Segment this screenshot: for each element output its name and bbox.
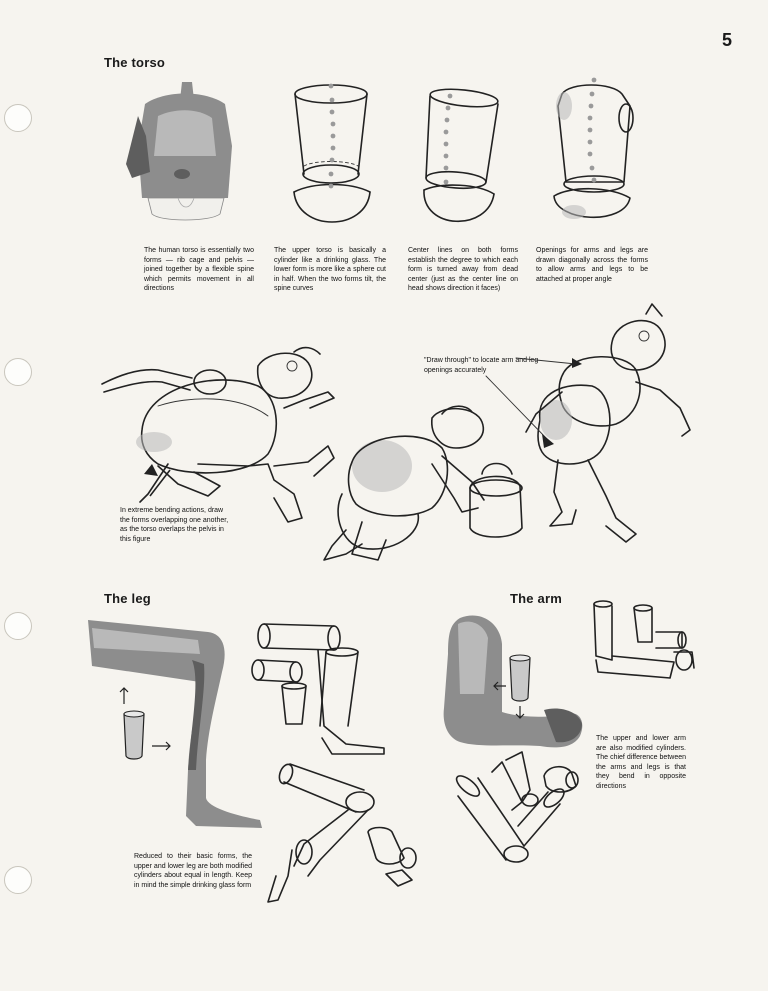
binder-hole <box>4 358 32 386</box>
torso-caption-openings: Openings for arms and legs are drawn diagonally across the forms to allow arms and legs to be attached at proper angle <box>536 247 648 283</box>
draw-through-note: "Draw through" to locate arm and leg openings accurately <box>424 357 539 374</box>
binder-hole <box>4 866 32 894</box>
page-number: 5 <box>721 30 732 50</box>
leg-cylinders-sketch-icon <box>248 614 428 904</box>
arm-cylinders-sketch-icon <box>448 596 704 866</box>
torso-cylinder-sketch-icon <box>284 82 379 232</box>
leg-glass-icon <box>118 688 178 762</box>
torso-caption-cylinder: The upper torso is basically a cylinder like a drinking glass. The lower form is more like a sphere cut in half. When the two forms tilt, the spine curves <box>274 247 386 292</box>
torso-tilted-sketch-icon <box>412 82 507 232</box>
binder-hole <box>4 612 32 640</box>
arm-caption: The upper and lower arm are also modified cylinders. The chief difference between the arms and legs is that they bend in opposite directions <box>596 735 686 790</box>
torso-caption-center-lines: Center lines on both forms establish the degree to which each form is turned away from dead center (just as the center line on head shows direction it faces) <box>408 247 518 292</box>
walking-figure-sketch-icon <box>476 312 706 544</box>
arm-section-title: The arm <box>510 591 562 606</box>
torso-photo-icon <box>120 86 250 236</box>
binder-hole <box>4 104 32 132</box>
leg-photo-icon <box>88 620 268 830</box>
torso-caption-forms: The human torso is essentially two forms — rib cage and pelvis — joined together by a flexible spine which permits movement in all directions <box>144 247 254 292</box>
leg-section-title: The leg <box>104 591 151 606</box>
leg-caption: Reduced to their basic forms, the upper and lower leg are both modified cylinders about equal in length. Keep in mind the simple drinking glass form <box>134 853 252 889</box>
bending-figure-sketch-icon <box>98 346 343 524</box>
bending-note: In extreme bending actions, draw the forms overlapping one another, as the torso overlaps the pelvis in this figure <box>120 507 229 543</box>
torso-section-title: The torso <box>104 55 166 70</box>
torso-openings-sketch-icon <box>540 72 640 234</box>
